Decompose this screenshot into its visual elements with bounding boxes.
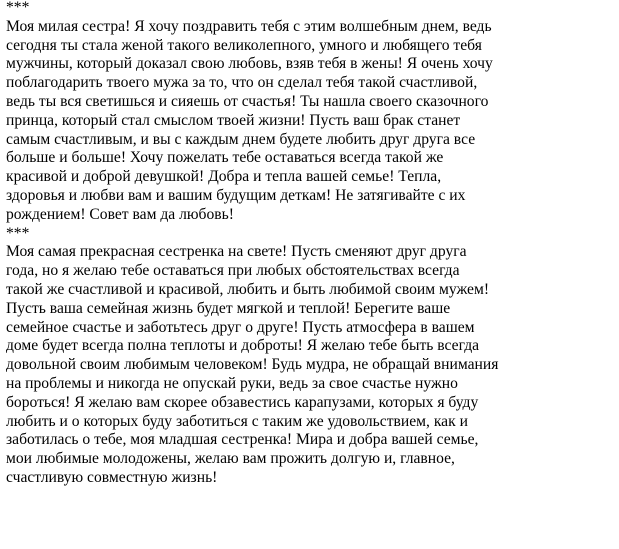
text-line: бороться! Я желаю вам скорее обзавестись карапузами, которых я буду bbox=[6, 393, 479, 411]
text-line: красивой и доброй девушкой! Добра и тепла вашей семье! Тепла, bbox=[6, 168, 442, 186]
text-line: больше и больше! Хочу пожелать тебе оставаться всегда такой же bbox=[6, 149, 444, 167]
text-line: самым счастливым, и вы с каждым днем будете любить друг друга все bbox=[6, 130, 476, 148]
text-line: такой же счастливой и красивой, любить и быть любимой своим мужем! bbox=[6, 280, 490, 298]
text-line: года, но я желаю тебе оставаться при любых обстоятельствах всегда bbox=[6, 262, 460, 280]
text-line: Моя милая сестра! Я хочу поздравить тебя с этим волшебным днем, ведь bbox=[6, 17, 492, 35]
text-line: любить и о которых буду заботиться с таким же удовольствием, как и bbox=[6, 412, 468, 430]
text-line: доме будет всегда полна теплоты и доброты! Я желаю тебе быть всегда bbox=[6, 337, 480, 355]
document-body bbox=[6, 0, 618, 488]
text-line: сегодня ты стала женой такого великолепного, умного и любящего тебя bbox=[6, 36, 482, 54]
greeting-section-2 bbox=[6, 225, 618, 488]
text-line: Пусть ваша семейная жизнь будет мягкой и теплой! Берегите ваше bbox=[6, 299, 451, 317]
text-line: на проблемы и никогда не опускай руки, ведь за свое счастье нужно bbox=[6, 374, 458, 392]
text-line: довольной своим любимым человеком! Будь мудра, не обращай внимания bbox=[6, 356, 499, 374]
text-line: счастливую совместную жизнь! bbox=[6, 468, 218, 486]
section-separator: *** bbox=[6, 224, 30, 242]
text-line: Моя самая прекрасная сестренка на свете! Пусть сменяют друг друга bbox=[6, 243, 467, 261]
text-line: рождением! Совет вам да любовь! bbox=[6, 205, 234, 223]
section-separator: *** bbox=[6, 0, 30, 16]
text-line: ведь ты вся светишься и сияешь от счастья! Ты нашла своего сказочного bbox=[6, 92, 489, 110]
text-line: заботилась о тебе, моя младшая сестренка! Мира и добра вашей семье, bbox=[6, 431, 479, 449]
greeting-section-1 bbox=[6, 0, 618, 225]
text-line: мужчины, который доказал свою любовь, взяв тебя в жены! Я очень хочу bbox=[6, 55, 493, 73]
text-line: мои любимые молодожены, желаю вам прожить долгую и, главное, bbox=[6, 450, 455, 468]
text-line: семейное счастье и заботьтесь друг о друге! Пусть атмосфера в вашем bbox=[6, 318, 475, 336]
text-line: поблагодарить твоего мужа за то, что он сделал тебя такой счастливой, bbox=[6, 74, 478, 92]
text-line: здоровья и любви вам и вашим будущим деткам! Не затягивайте с их bbox=[6, 186, 466, 204]
text-line: принца, который стал смыслом твоей жизни! Пусть ваш брак станет bbox=[6, 111, 461, 129]
